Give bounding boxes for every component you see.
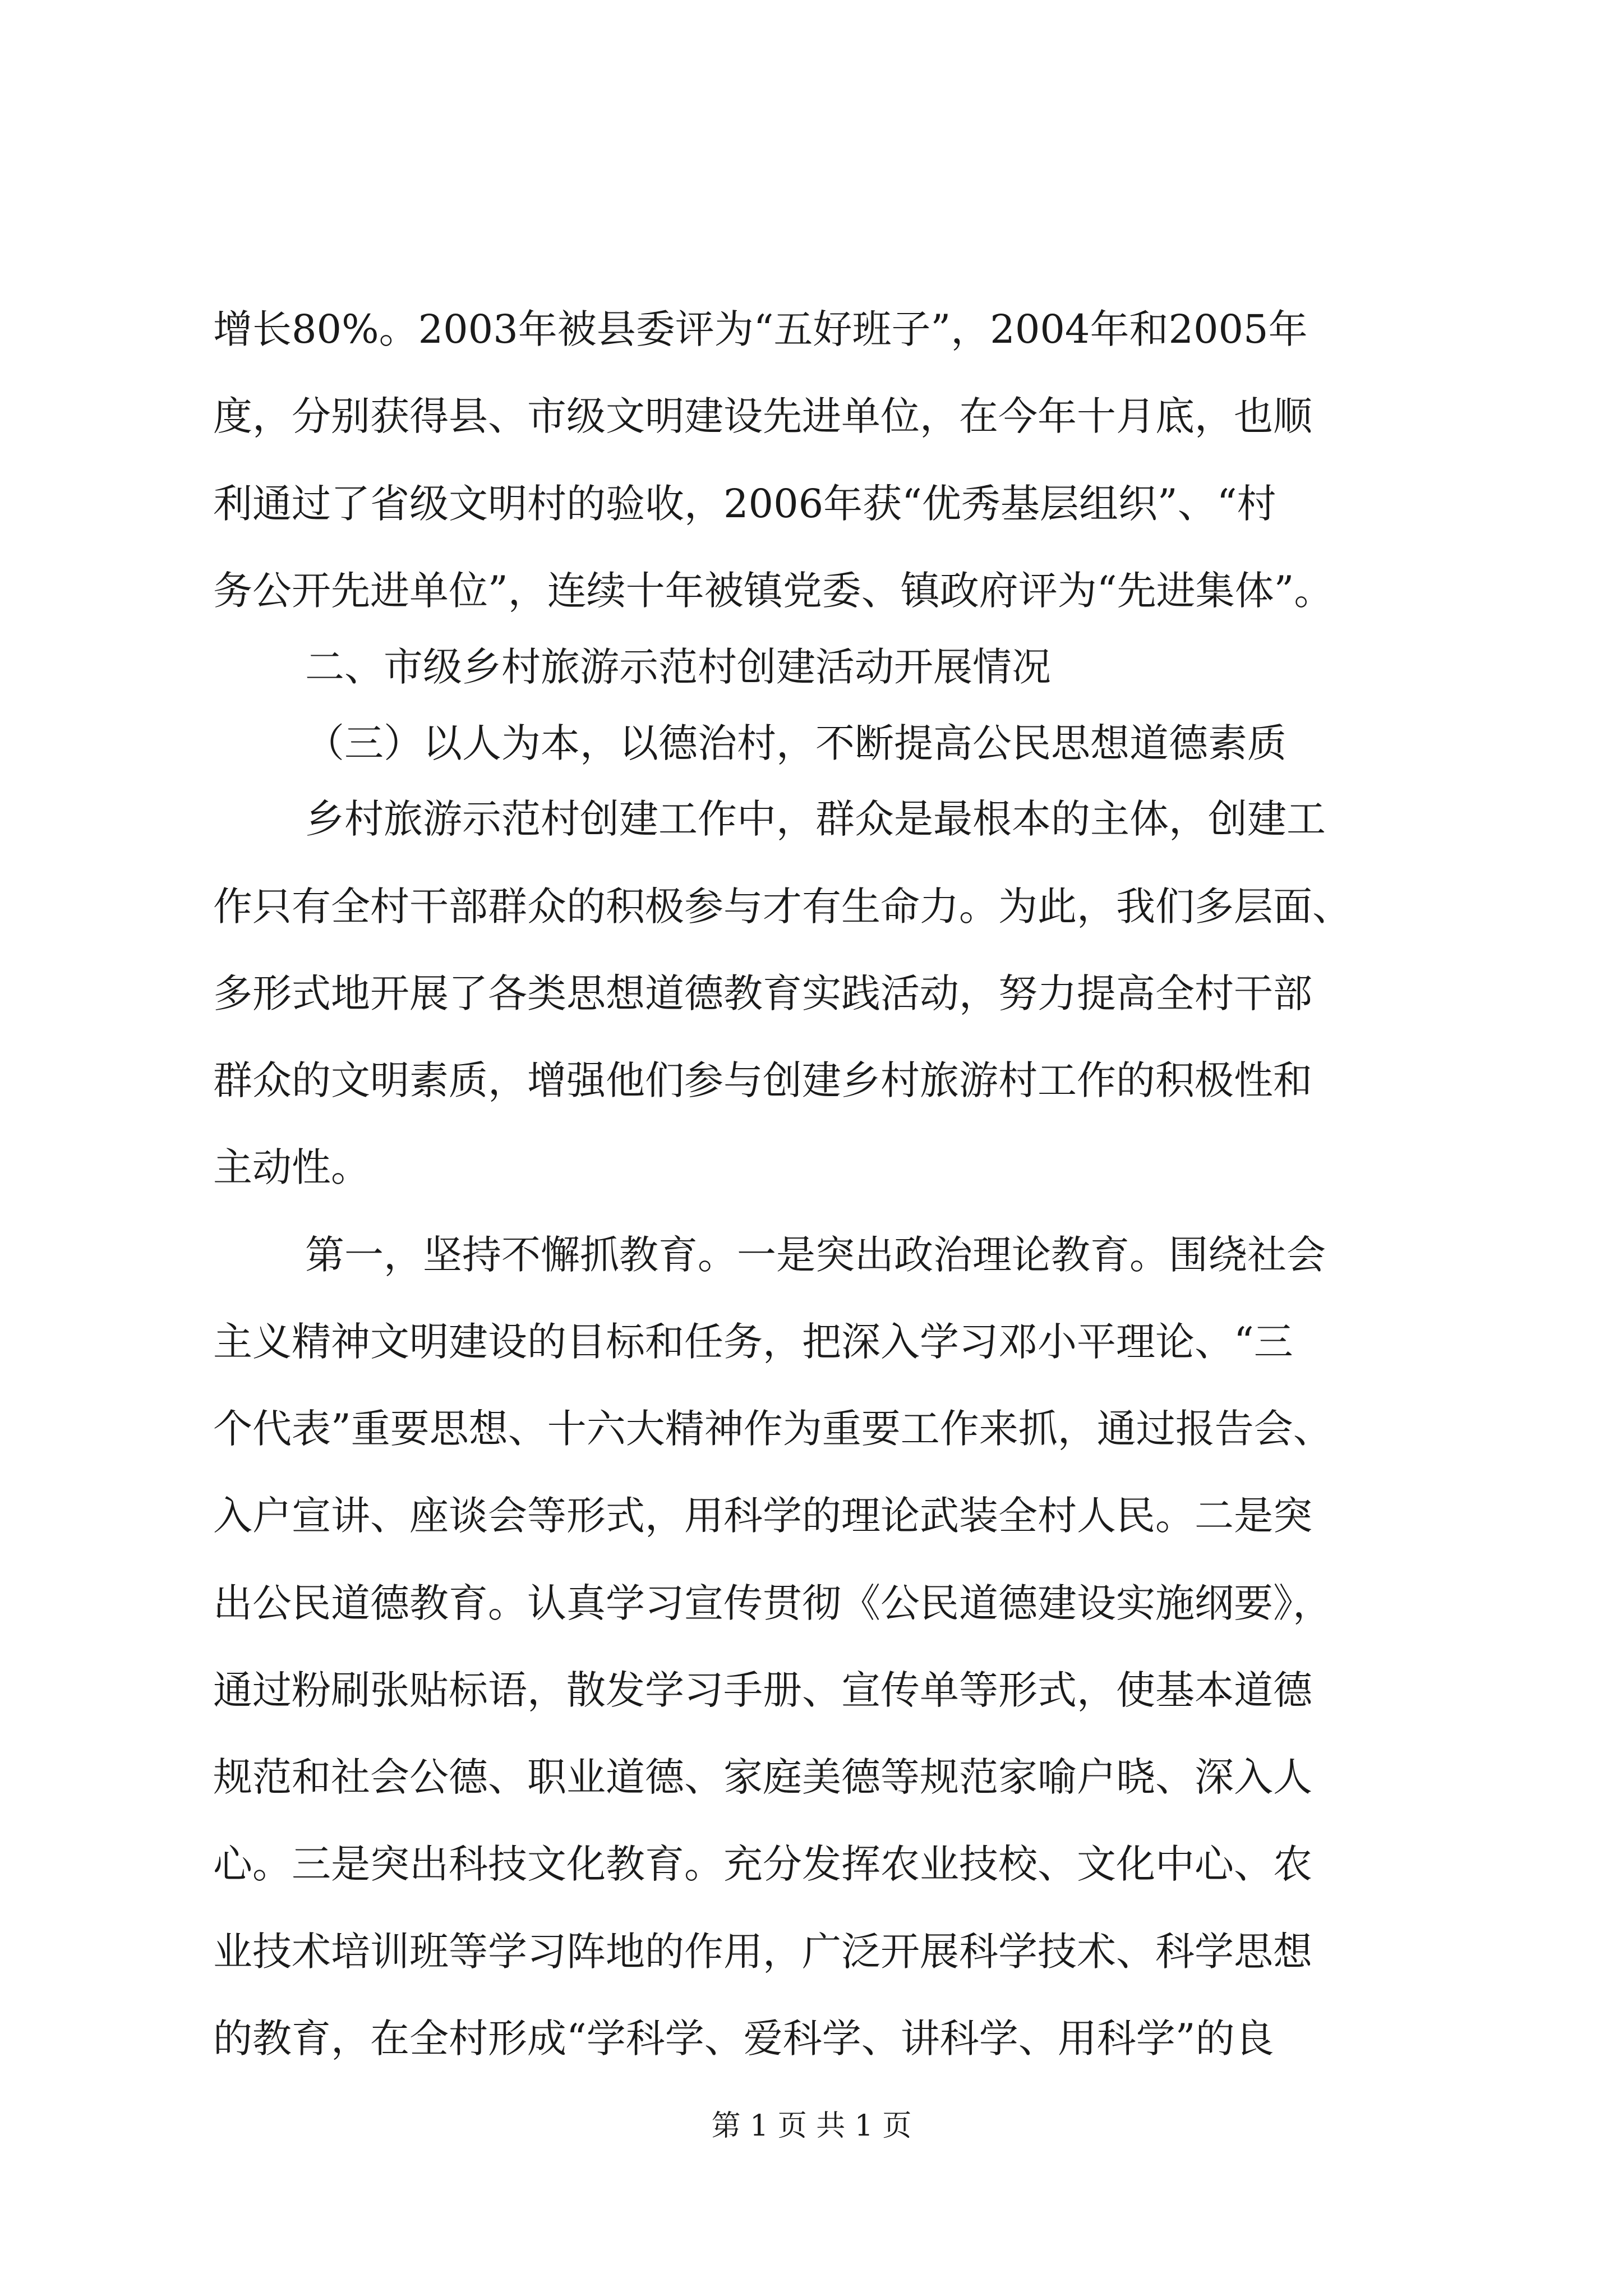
text-line-3: 利通过了省级文明村的验收，2006年获“优秀基层组织”、“村 [213,481,1276,527]
text-line-9: 多形式地开展了各类思想道德教育实践活动，努力提高全村干部 [213,970,1312,1016]
text-line-16: 出公民道德教育。认真学习宣传贯彻《公民道德建设实施纲要》， [213,1580,1332,1626]
text-line-21: 的教育，在全村形成“学科学、爱科学、讲科学、用科学”的良 [213,2016,1274,2062]
text-line-20: 业技术培训班等学习阵地的作用，广泛开展科学技术、科学思想 [213,1929,1312,1975]
subsection-heading: （三）以人为本，以德治村，不断提高公民思想道德素质 [305,720,1287,766]
text-line-18: 规范和社会公德、职业道德、家庭美德等规范家喻户晓、深入人 [213,1754,1312,1800]
text-line-8: 作只有全村干部群众的积极参与才有生命力。为此，我们多层面、 [213,884,1352,930]
text-line-11: 主动性。 [213,1144,370,1190]
text-line-7: 乡村旅游示范村创建工作中，群众是最根本的主体，创建工 [305,796,1326,842]
text-line-15: 入户宣讲、座谈会等形式，用科学的理论武装全村人民。二是突 [213,1493,1312,1539]
text-line-2: 度，分别获得县、市级文明建设先进单位，在今年十月底，也顺 [213,393,1312,439]
text-line-12: 第一，坚持不懈抓教育。一是突出政治理论教育。围绕社会 [305,1232,1326,1278]
text-line-1: 增长80%。2003年被县委评为“五好班子”，2004年和2005年 [213,306,1308,352]
text-line-13: 主义精神文明建设的目标和任务，把深入学习邓小平理论、“三 [213,1319,1293,1365]
text-line-17: 通过粉刷张贴标语，散发学习手册、宣传单等形式，使基本道德 [213,1667,1312,1713]
text-line-4: 务公开先进单位”，连续十年被镇党委、镇政府评为“先进集体”。 [213,568,1334,614]
page-footer: 第 1 页 共 1 页 [711,2109,912,2143]
text-line-10: 群众的文明素质，增强他们参与创建乡村旅游村工作的积极性和 [213,1057,1312,1103]
text-line-14: 个代表”重要思想、十六大精神作为重要工作来抓，通过报告会、 [213,1406,1332,1452]
text-line-19: 心。三是突出科技文化教育。充分发挥农业技校、文化中心、农 [213,1841,1312,1887]
section-heading: 二、市级乡村旅游示范村创建活动开展情况 [305,644,1051,690]
